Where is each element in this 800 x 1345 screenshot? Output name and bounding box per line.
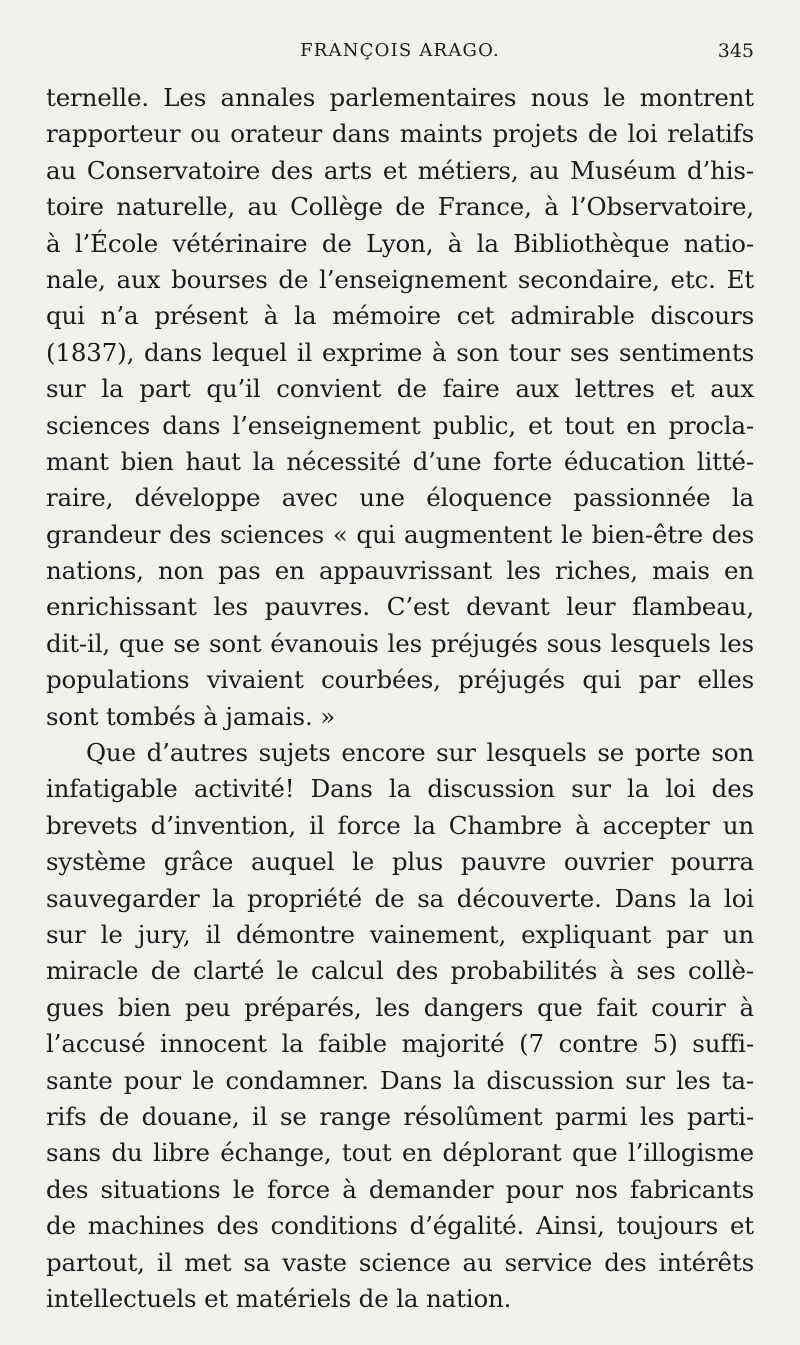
text-line: brevets d’invention, il force la Chambre à accepter un [46,810,754,840]
page-header [46,40,754,76]
text-line: rifs de douane, il se range résolûment parmi les parti- [46,1101,754,1131]
text-line: sur la part qu’il convient de faire aux lettres et aux [46,374,754,404]
text-line: sante pour le condamner. Dans la discussion sur les ta- [46,1065,754,1095]
text-line: l’accusé innocent la faible majorité (7 contre 5) suffi- [46,1029,754,1059]
text-line: qui n’a présent à la mémoire cet admirable discours [46,301,754,331]
page-body [46,80,754,1317]
text-line: partout, il met sa vaste science au service des intérêts [46,1247,754,1277]
text-line: au Conservatoire des arts et métiers, au Muséum d’his- [46,155,754,185]
text-line: sur le jury, il démontre vainement, expliquant par un [46,919,754,949]
paragraph-end-line: sont tombés à jamais. » [46,701,336,731]
text-line: sciences dans l’enseignement public, et tout en procla- [46,410,754,440]
text-line: toire naturelle, au Collège de France, à l’Observatoire, [46,192,754,222]
page-number: 345 [717,40,754,62]
text-line: ternelle. Les annales parlementaires nous le montrent [46,83,754,112]
text-line: de machines des conditions d’égalité. Ainsi, toujours et [46,1211,754,1241]
text-line: nations, non pas en appauvrissant les riches, mais en [46,556,754,586]
text-line: grandeur des sciences « qui augmentent le bien-être des [46,519,754,549]
running-head: FRANÇOIS ARAGO. [300,40,500,61]
text-line: populations vivaient courbées, préjugés qui par elles [46,665,754,695]
text-line: gues bien peu préparés, les dangers que fait courir à [46,992,754,1022]
text-line: à l’École vétérinaire de Lyon, à la Bibliothèque natio- [46,228,754,258]
text-line: système grâce auquel le plus pauvre ouvrier pourra [46,847,754,877]
text-line: des situations le force à demander pour nos fabricants [46,1174,754,1204]
paragraph-start-line: Que d’autres sujets encore sur lesquels se porte son [86,738,754,768]
text-line: raire, développe avec une éloquence passionnée la [46,483,754,513]
text-line: sauvegarder la propriété de sa découverte. Dans la loi [46,883,754,913]
text-line: miracle de clarté le calcul des probabilités à ses collè- [46,956,754,986]
text-line: dit-il, que se sont évanouis les préjugés sous lesquels les [46,628,754,658]
text-line: sans du libre échange, tout en déplorant que l’illogisme [46,1138,754,1168]
text-line: mant bien haut la nécessité d’une forte éducation litté- [46,446,754,476]
paragraph-end-line: intellectuels et matériels de la nation. [46,1283,512,1313]
text-line: nale, aux bourses de l’enseignement secondaire, etc. Et [46,264,754,294]
text-line: infatigable activité! Dans la discussion sur la loi des [46,774,754,804]
text-line: enrichissant les pauvres. C’est devant leur flambeau, [46,592,754,622]
text-line: rapporteur ou orateur dans maints projets de loi relatifs [46,119,754,149]
text-line: (1837), dans lequel il exprime à son tour ses sentiments [46,337,754,367]
